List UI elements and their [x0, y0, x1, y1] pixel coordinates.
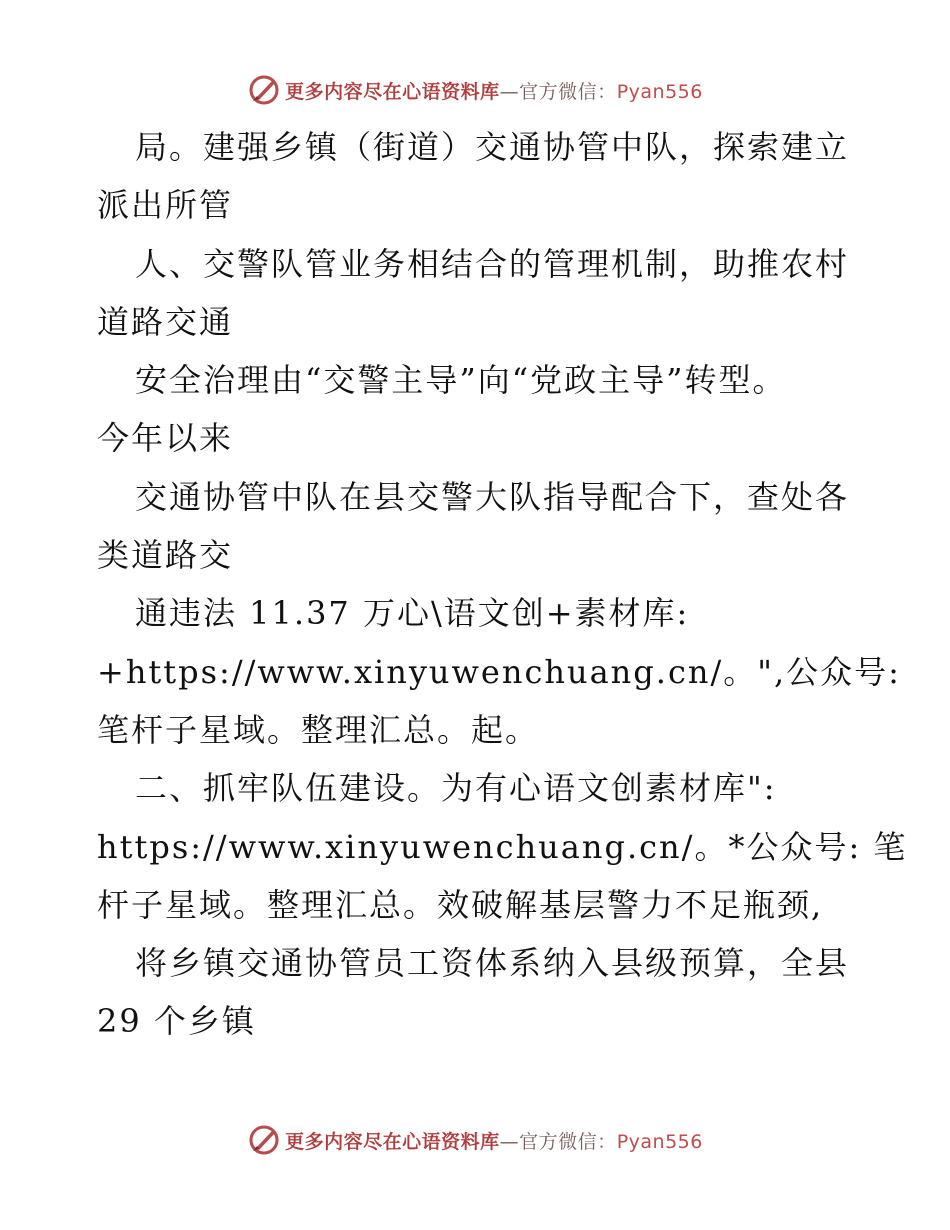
text-line: 道路交通	[97, 302, 234, 341]
text-line: 笔杆子星域。整理汇总。起。	[97, 710, 540, 749]
header-watermark-banner	[0, 70, 950, 110]
banner-dash: —	[499, 1130, 520, 1153]
text-line: +https://www.xinyuwenchuang.cn/。",公众号:	[97, 652, 901, 691]
banner-suffix: 官方微信：	[519, 1130, 617, 1153]
text-line: 杆子星域。整理汇总。效破解基层警力不足瓶颈,	[97, 885, 824, 924]
text-line: 交通协管中队在县交警大队指导配合下，查处各	[135, 477, 850, 516]
banner-prefix: 更多内容尽在心语资料库	[285, 80, 500, 103]
text-line: 人、交警队管业务相结合的管理机制，助推农村	[135, 244, 850, 283]
text-line: https://www.xinyuwenchuang.cn/。*公众号: 笔	[97, 827, 908, 866]
footer-watermark-banner	[0, 1120, 950, 1160]
text-line: 安全治理由“交警主导”向“党政主导”转型。	[135, 361, 787, 400]
text-line: 通违法 11.37 万心\语文创+素材库:	[135, 594, 690, 633]
text-line: 二、抓牢队伍建设。为有心语文创素材库":	[135, 769, 777, 808]
text-line: 局。建强乡镇（街道）交通协管中队，探索建立	[135, 128, 850, 166]
text-line: 将乡镇交通协管员工资体系纳入县级预算，全县	[135, 944, 850, 983]
banner-prefix: 更多内容尽在心语资料库	[285, 1130, 500, 1153]
text-line: 派出所管	[97, 186, 234, 225]
text-line: 今年以来	[97, 419, 234, 458]
text-line: 类道路交	[97, 536, 234, 575]
banner-wechat-id: Pyan556	[616, 80, 703, 103]
banner-dash: —	[499, 80, 520, 103]
quill-pen-logo-icon	[247, 73, 281, 107]
text-line: 29 个乡镇	[97, 1002, 256, 1041]
banner-suffix: 官方微信：	[519, 80, 617, 103]
banner-wechat-id: Pyan556	[616, 1130, 703, 1153]
document-body	[97, 118, 908, 1051]
quill-pen-logo-icon	[247, 1123, 281, 1157]
